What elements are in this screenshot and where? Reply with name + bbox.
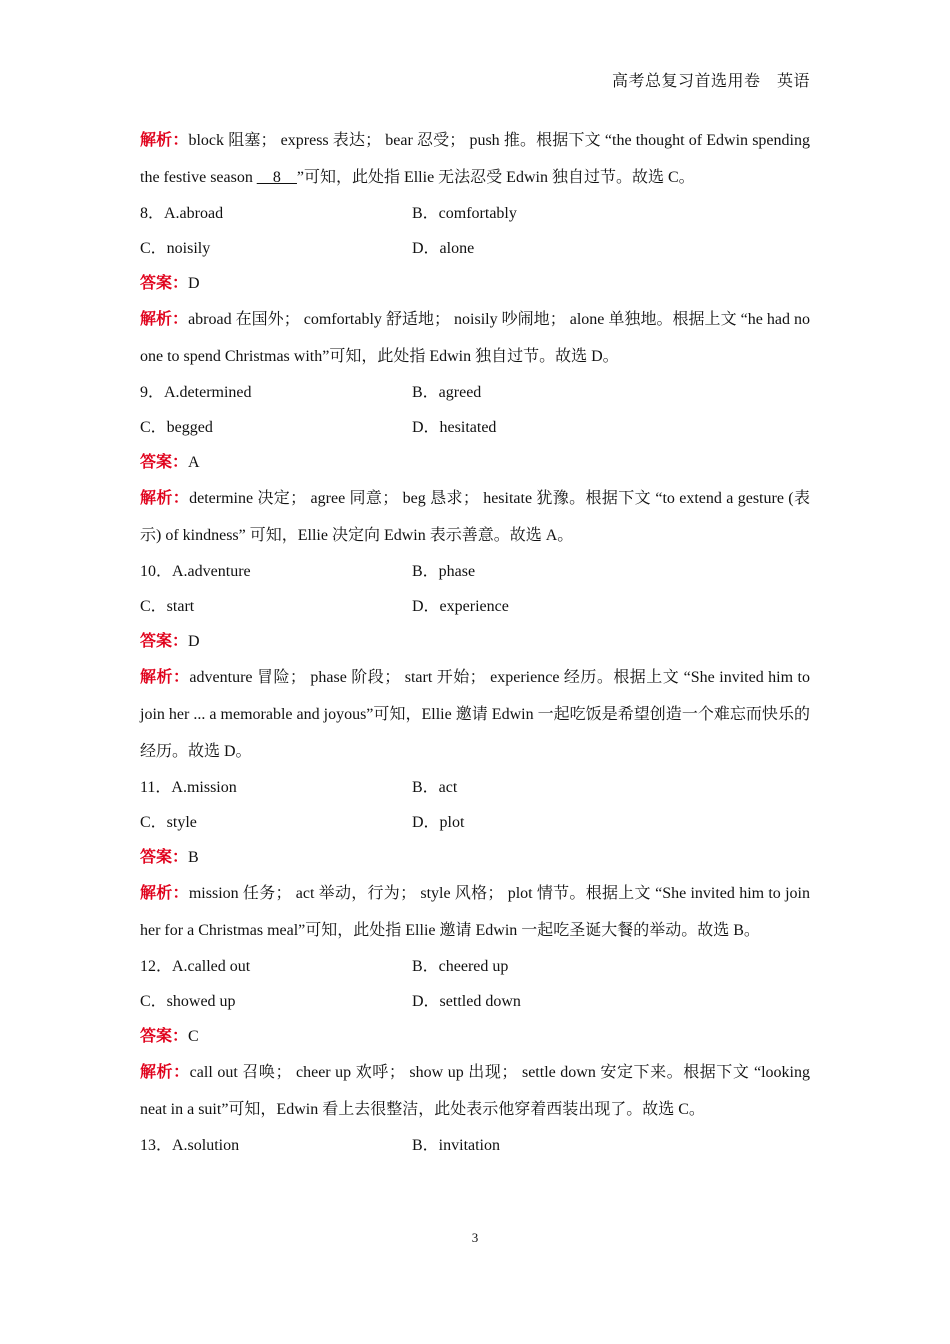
question-9-options-row1	[140, 375, 810, 410]
question-12-options-row2	[140, 984, 810, 1019]
question-10-answer	[140, 624, 810, 659]
explain-label: 解析：	[140, 1064, 190, 1081]
question-8-options-row2	[140, 231, 810, 266]
explain-label: 解析：	[140, 669, 190, 686]
question-12-explanation	[140, 1054, 810, 1128]
question-11-answer	[140, 840, 810, 875]
blank-8: __8__	[256, 169, 297, 186]
page-number: 3	[471, 1230, 479, 1245]
explain-text: block 阻塞； express 表达； bear 忍受； push 推。根据下文 “the thought of Edwin spending the festive season	[140, 132, 810, 186]
answer-value: D	[188, 633, 200, 650]
option-d: D．settled down	[412, 993, 521, 1010]
option-c: C．noisily	[140, 240, 211, 257]
answer-label: 答案：	[140, 849, 189, 866]
answer-label: 答案：	[140, 633, 189, 650]
option-c: C．start	[140, 598, 195, 615]
question-8-explanation	[140, 301, 810, 375]
option-d: D．plot	[412, 814, 465, 831]
answer-label: 答案：	[140, 454, 189, 471]
explain-label: 解析：	[140, 885, 189, 902]
answer-value: C	[188, 1028, 199, 1045]
question-9-options-row2	[140, 410, 810, 445]
option-a: 10．A.adventure	[140, 563, 251, 580]
explain-text: mission 任务； act 举动，行为； style 风格； plot 情节。根据上文 “She invited him to join her for a Christmas meal”可知，此处指 Ellie 邀请 Edwin 一起吃圣诞大餐的举动。故选 B。	[140, 885, 810, 939]
explain-label: 解析：	[140, 132, 189, 149]
option-d: D．alone	[412, 240, 475, 257]
explain-text: call out 召唤； cheer up 欢呼； show up 出现； settle down 安定下来。根据下文 “looking neat in a suit”可知，Edwin 看上去很整洁，此处表示他穿着西装出现了。故选 C。	[140, 1064, 810, 1118]
answer-value: B	[188, 849, 199, 866]
option-d: D．experience	[412, 598, 509, 615]
explain-text: ”可知，此处指 Ellie 无法忍受 Edwin 独自过节。故选 C。	[296, 169, 695, 186]
question-8-options-row1	[140, 196, 810, 231]
explain-text: adventure 冒险； phase 阶段； start 开始； experience 经历。根据上文 “She invited him to join her ... a memorable and joyous”可知，Ellie 邀请 Edwin 一起吃饭是希望创造一个难忘而快乐的经历。故选 D。	[140, 669, 810, 760]
explain-label: 解析：	[140, 490, 190, 507]
option-a: 13．A.solution	[140, 1137, 240, 1154]
option-b: B．act	[412, 779, 458, 796]
question-10-options-row1	[140, 554, 810, 589]
option-d: D．hesitated	[412, 419, 497, 436]
answer-value: D	[188, 275, 200, 292]
intro-explanation	[140, 122, 810, 196]
answer-label: 答案：	[140, 1028, 189, 1045]
option-a: 11．A.mission	[140, 779, 237, 796]
question-12-options-row1	[140, 949, 810, 984]
option-b: B．comfortably	[412, 205, 517, 222]
option-c: C．showed up	[140, 993, 236, 1010]
question-13-options-row1	[140, 1128, 810, 1163]
question-9-explanation	[140, 480, 810, 554]
question-12-answer	[140, 1019, 810, 1054]
question-11-options-row1	[140, 770, 810, 805]
option-a: 9．A.determined	[140, 384, 252, 401]
answer-value: A	[188, 454, 200, 471]
explain-text: determine 决定； agree 同意； beg 恳求； hesitate 犹豫。根据下文 “to extend a gesture (表示) of kindness” 可知，Ellie 决定向 Edwin 表示善意。故选 A。	[140, 490, 810, 544]
answer-label: 答案：	[140, 275, 189, 292]
option-c: C．style	[140, 814, 197, 831]
question-8-answer	[140, 266, 810, 301]
explain-text: abroad 在国外； comfortably 舒适地； noisily 吵闹地； alone 单独地。根据上文 “he had no one to spend Christmas with”可知，此处指 Edwin 独自过节。故选 D。	[140, 311, 810, 365]
question-9-answer	[140, 445, 810, 480]
option-a: 8．A.abroad	[140, 205, 224, 222]
explain-label: 解析：	[140, 311, 189, 328]
question-11-explanation	[140, 875, 810, 949]
page-content	[140, 122, 810, 1163]
page-header: 高考总复习首选用卷 英语	[611, 73, 810, 90]
option-c: C．begged	[140, 419, 213, 436]
option-a: 12．A.called out	[140, 958, 251, 975]
option-b: B．cheered up	[412, 958, 509, 975]
question-10-options-row2	[140, 589, 810, 624]
question-10-explanation	[140, 659, 810, 770]
option-b: B．invitation	[412, 1137, 501, 1154]
option-b: B．agreed	[412, 384, 482, 401]
option-b: B．phase	[412, 563, 476, 580]
question-11-options-row2	[140, 805, 810, 840]
